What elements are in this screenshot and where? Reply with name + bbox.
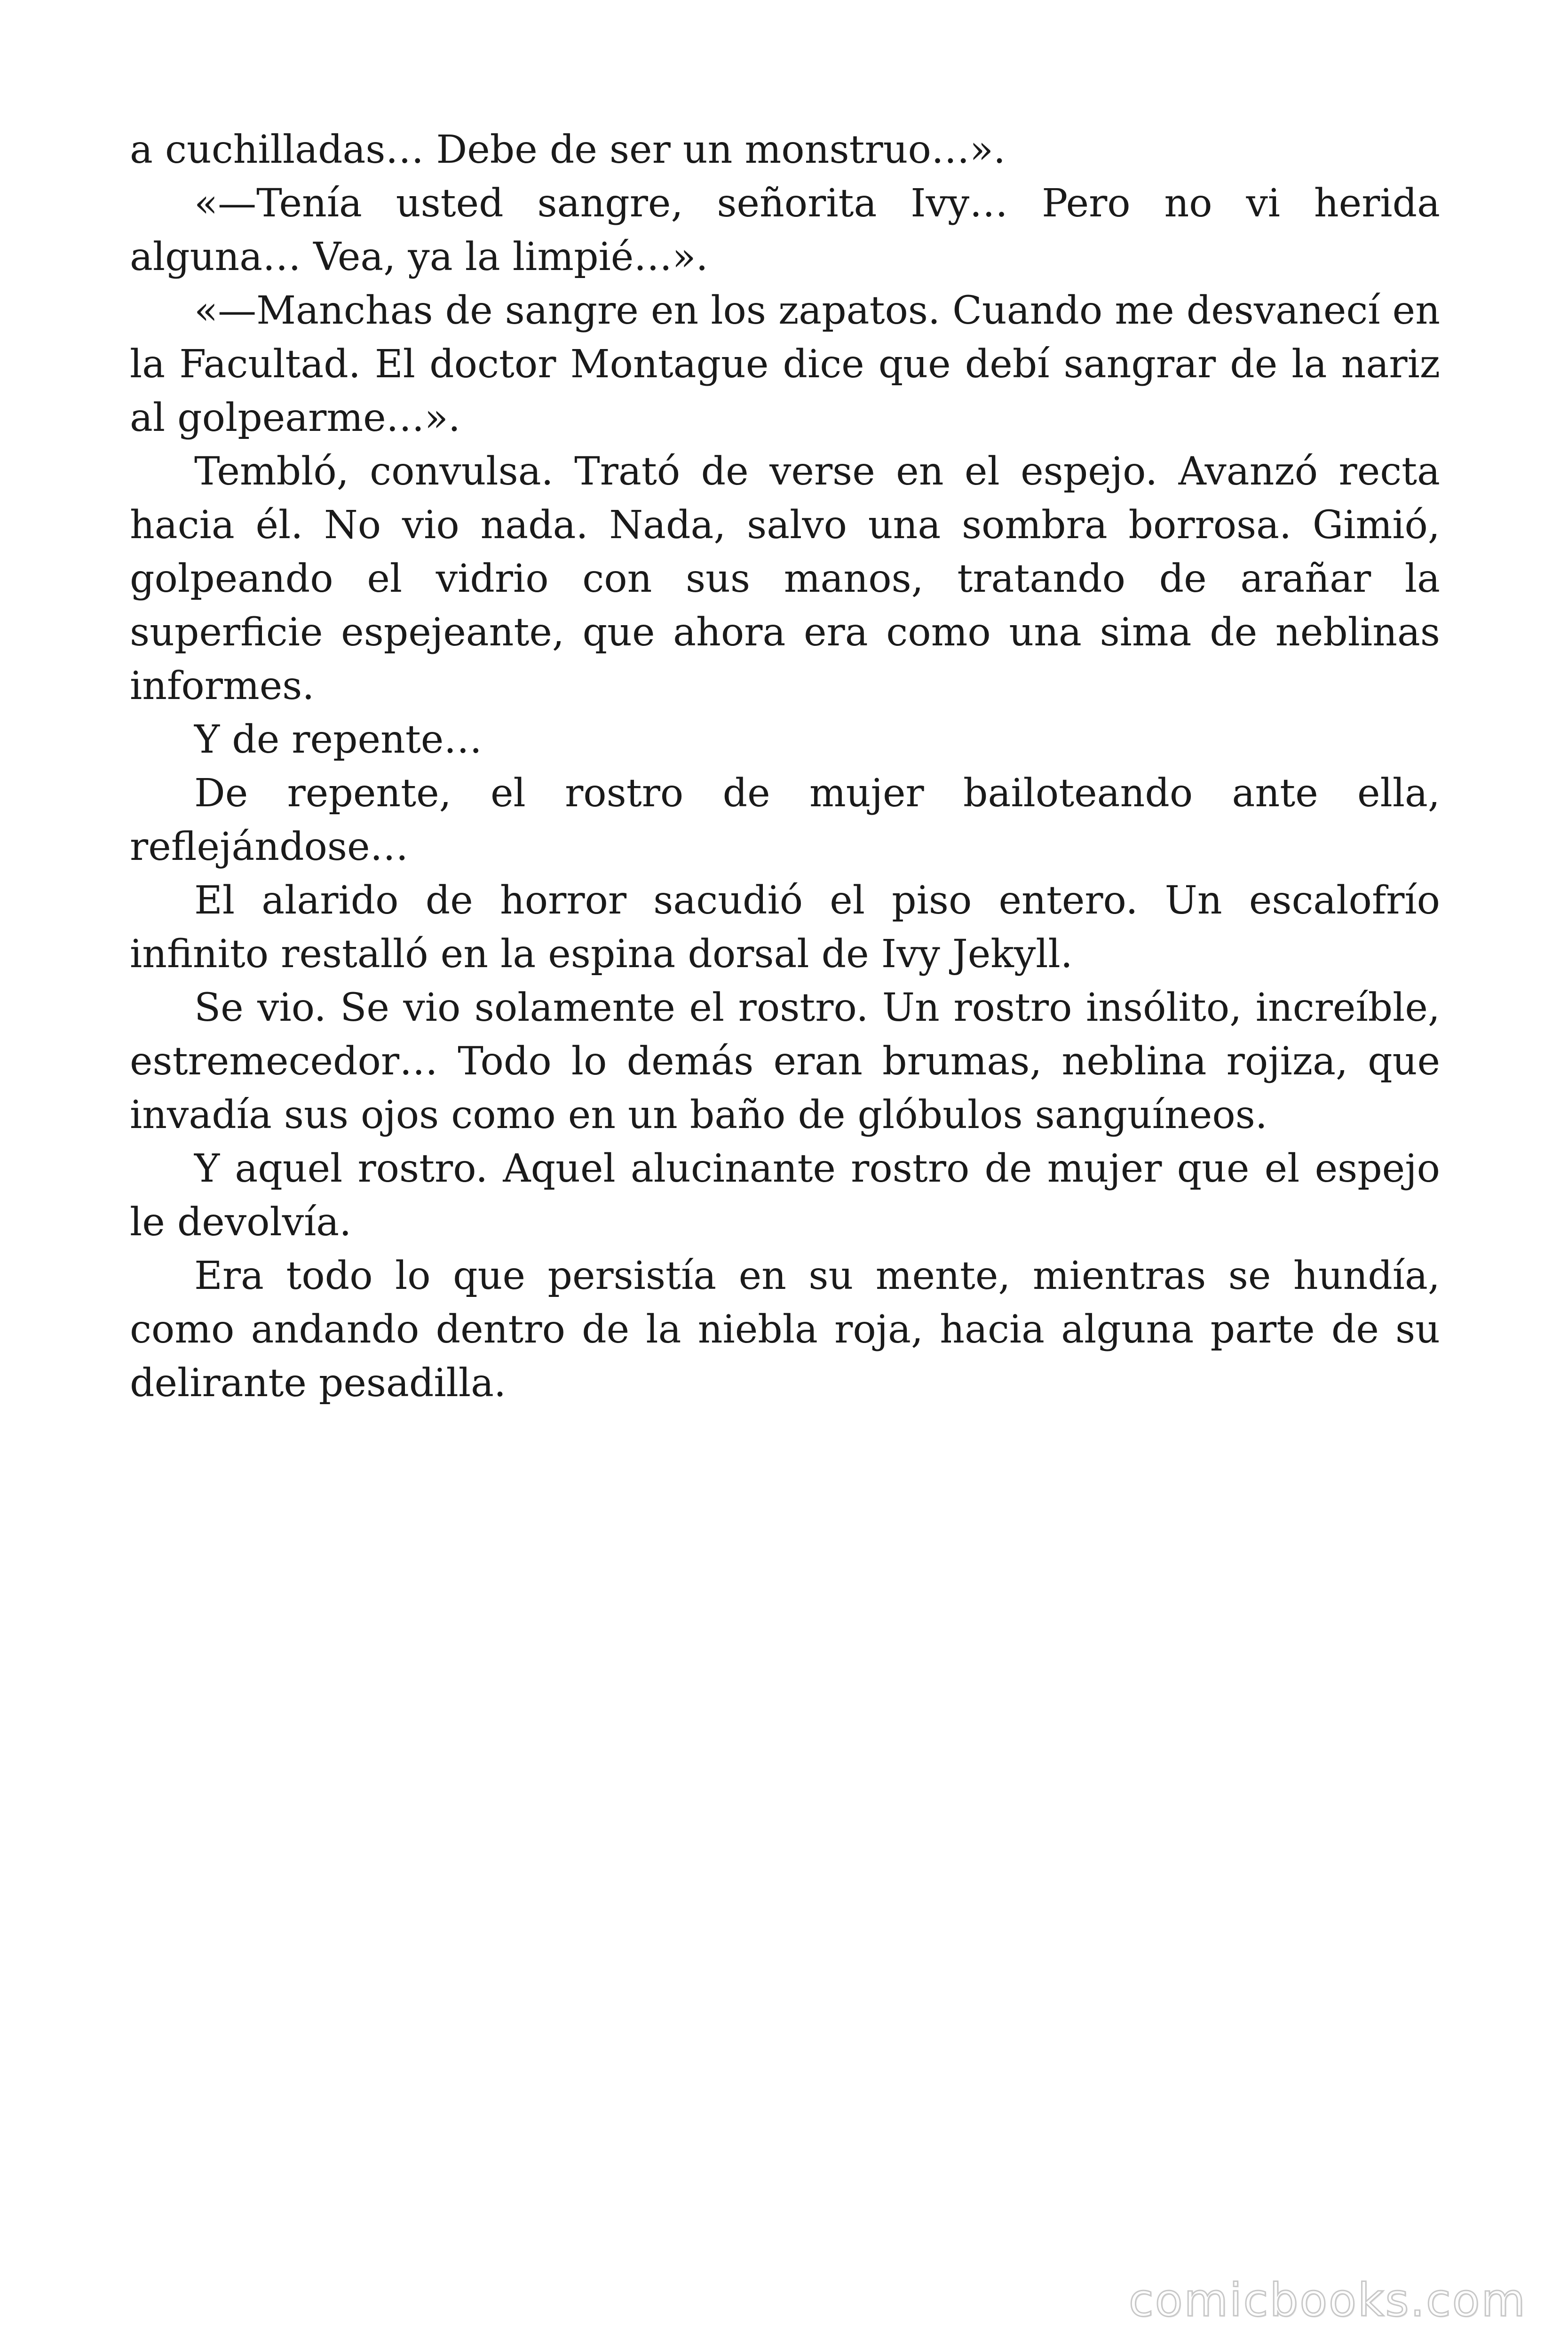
paragraph: Y de repente… [194, 717, 483, 762]
paragraph: Tembló, convulsa. Trató de verse en el espejo. Avanzó recta hacia él. No vio nada. Nada, salvo una sombra borrosa. Gimió, golpeando el vidrio con sus manos, tratando de arañar la superficie espejeante, que ahora era como una sima de neblinas informes. [130, 449, 1440, 708]
watermark: comicbooks.com [1128, 2274, 1527, 2327]
paragraph: «—Manchas de sangre en los zapatos. Cuando me desvanecí en la Facultad. El doctor Montague dice que debí sangrar de la nariz al golpearme…». [130, 288, 1440, 440]
paragraph-continuation: a cuchilladas… Debe de ser un monstruo…». [130, 127, 1006, 172]
paragraph: «—Tenía usted sangre, señorita Ivy… Pero no vi herida alguna… Vea, ya la limpié…». [130, 181, 1440, 279]
paragraph: El alarido de horror sacudió el piso entero. Un escalofrío infinito restalló en la espina dorsal de Ivy Jekyll. [130, 878, 1440, 977]
paragraph: De repente, el rostro de mujer bailoteando ante ella, reflejándose… [130, 771, 1440, 869]
paragraph: Y aquel rostro. Aquel alucinante rostro de mujer que el espejo le devolvía. [130, 1146, 1440, 1245]
body-text [130, 123, 1440, 1410]
paragraph: Se vio. Se vio solamente el rostro. Un rostro insólito, increíble, estremecedor… Todo lo demás eran brumas, neblina rojiza, que invadía sus ojos como en un baño de glóbulos sanguíneos. [130, 985, 1440, 1137]
paragraph: Era todo lo que persistía en su mente, mientras se hundía, como andando dentro de la niebla roja, hacia alguna parte de su delirante pesadilla. [130, 1254, 1440, 1406]
